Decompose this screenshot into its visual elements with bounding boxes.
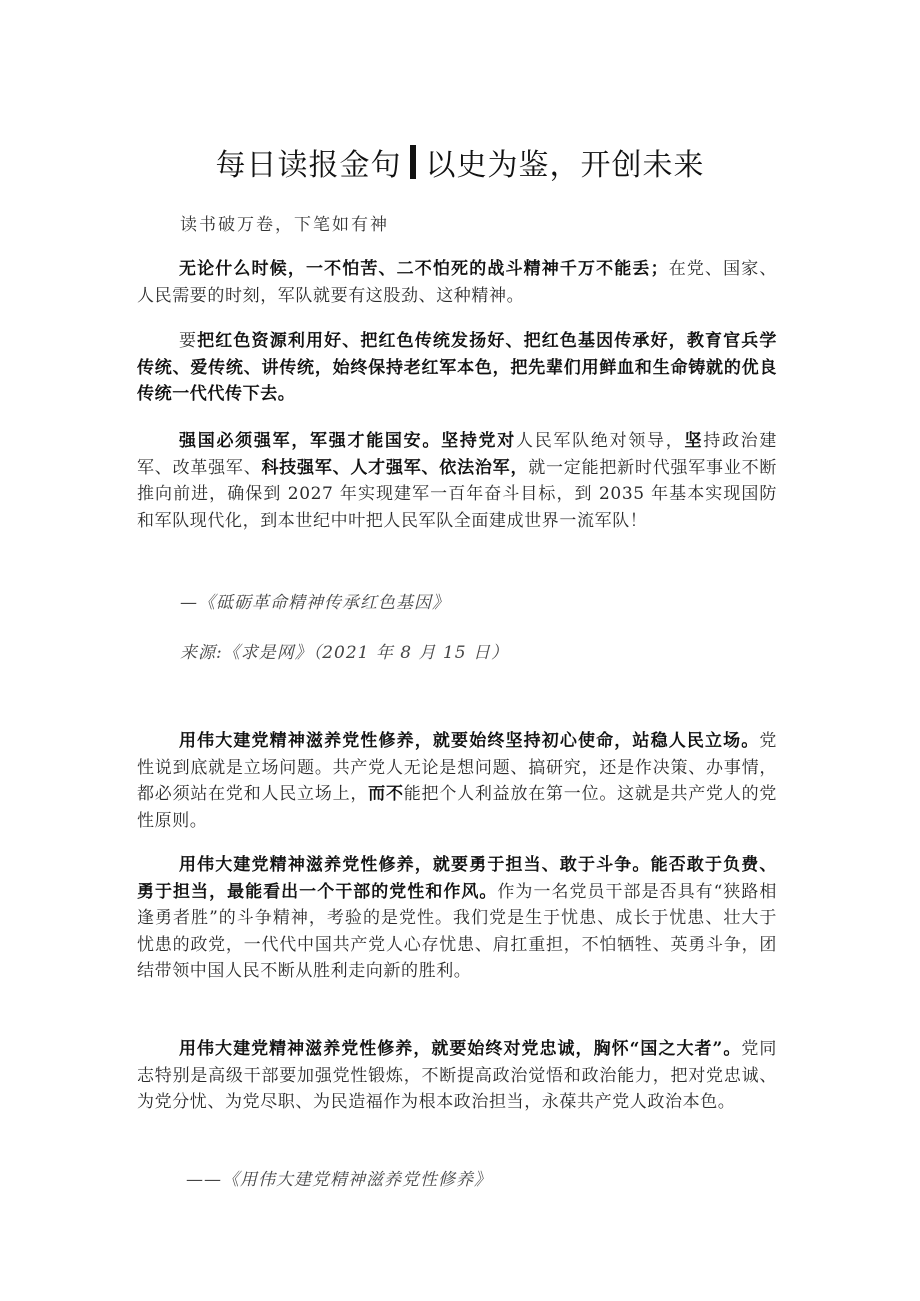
title-left: 每日读报金句 [215, 148, 402, 183]
paragraph-3-bold-3: 科技强军、人才强军、依法治军， [261, 457, 529, 478]
paragraph-4-text-1: 党性说到底就是立场问题。共产党人无论是想问题、搞研究，还是作决策、办事情，都必须站在党和人民立场上， [137, 731, 777, 804]
paragraph-3-bold-1: 强国必须强军，军强才能国安。坚持党对 [179, 431, 516, 451]
paragraph-1-bold: 无论什么时候，一不怕苦、二不怕死的战斗精神千万不能丢； [179, 259, 669, 279]
title-divider-bar [410, 145, 416, 179]
paragraph-5-bold: 用伟大建党精神滋养党性修养，就要勇于担当、敢于斗争。能否敢于负费、勇于担当，最能看出一个干部的党性和作风。 [137, 855, 777, 902]
paragraph-4 [137, 728, 777, 834]
paragraph-2-bold: 把红色资源利用好、把红色传统发扬好、把红色基因传承好，教育官兵学传统、爱传统、讲传统，始终保持老红军本色，把先辈们用鲜血和生命铸就的优良传统一代代传下去。 [137, 331, 777, 404]
page-title [0, 140, 920, 184]
paragraph-4-text-2: 能把个人利益放在第一位。这就是共产党人的党性原则。 [137, 784, 777, 831]
paragraph-4-bold: 用伟大建党精神滋养党性修养，就要始终坚持初心使命，站稳人民立场。 [179, 731, 760, 751]
source-article-1: —《砥砺革命精神传承红色基因》 [180, 593, 450, 613]
paragraph-3 [137, 428, 777, 534]
paragraph-2-lead: 要 [179, 331, 198, 351]
motto: 读书破万卷，下笔如有神 [180, 215, 389, 235]
paragraph-4-bold-2: 而不 [368, 784, 404, 804]
source-article-2: ——《用伟大建党精神滋养党性修养》 [186, 1170, 492, 1190]
source-line: 来源:《求是网》（2021 年 8 月 15 日） [180, 643, 509, 663]
paragraph-2 [137, 328, 777, 408]
paragraph-6-bold: 用伟大建党精神滋养党性修养，就要始终对党忠诚，胸怀“国之大者”。 [179, 1039, 742, 1059]
paragraph-5 [137, 852, 777, 985]
paragraph-3-text-1: 人民军队绝对领导， [516, 431, 685, 451]
title-right: 以史为鉴，开创未来 [425, 148, 705, 183]
paragraph-6-text: 党同志特别是高级干部要加强党性锻炼，不断提高政治觉悟和政治能力，把对党忠诚、为党分忧、为党尽职、为民造福作为根本政治担当，永葆共产党人政治本色。 [137, 1039, 778, 1112]
paragraph-3-text-2: 持政治建军、改革强军、 [137, 431, 777, 478]
paragraph-5-text: 作为一名党员干部是否具有“狭路相逢勇者胜”的斗争精神，考验的是党性。我们党是生于忧患、成长于忧患、壮大于忧患的政党，一代代中国共产党人心存忧患、肩扛重担，不怕牺牲、英勇斗争，团结带领中国人民不断从胜利走向新的胜利。 [137, 881, 777, 981]
paragraph-3-bold-2: 坚 [684, 431, 704, 451]
paragraph-3-text-3: 就一定能把新时代强军事业不断推向前进，确保到 2027 年实现建军一百年奋斗目标，到 2035 年基本实现国防和军队现代化，到本世纪中叶把人民军队全面建成世界一流军队！ [137, 457, 778, 531]
paragraph-6 [137, 1036, 777, 1116]
paragraph-1-text: 在党、国家、人民需要的时刻，军队就要有这股劲、这种精神。 [137, 259, 777, 306]
paragraph-1 [137, 256, 777, 309]
